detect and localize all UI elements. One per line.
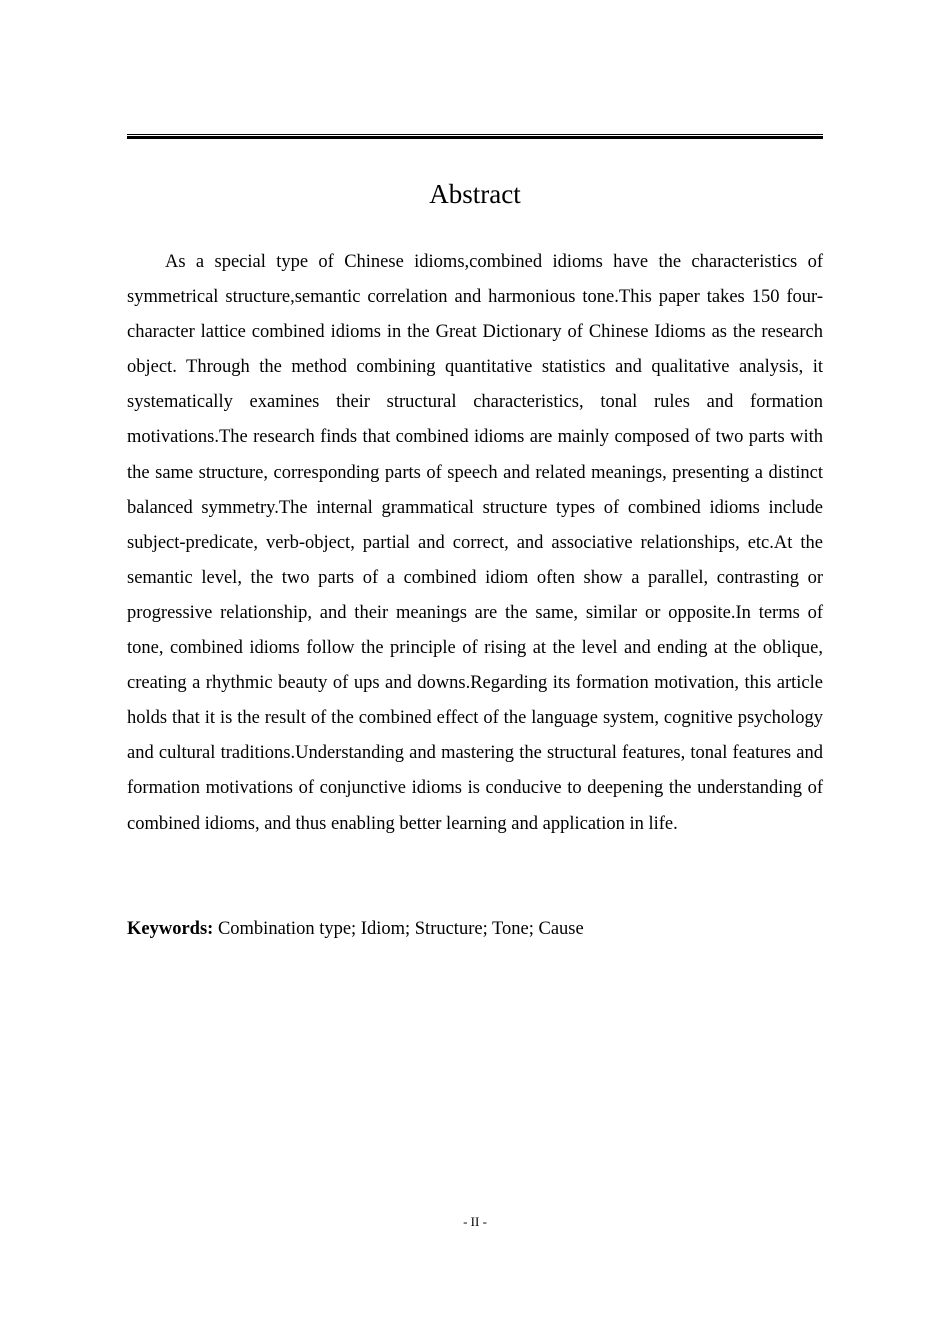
abstract-paragraph: As a special type of Chinese idioms,combined idioms have the characteristics of symmetrical structure,semantic correlation and harmonious tone.This paper takes 150 four-character lattice combined idioms in the Great Dictionary of Chinese Idioms as the research object. Through the method combining quantitative statistics and qualitative analysis, it systematically examines their structural characteristics, tonal rules and formation motivations.The research finds that combined idioms are mainly composed of two parts with the same structure, corresponding parts of speech and related meanings, presenting a distinct balanced symmetry.The internal grammatical structure types of combined idioms include subject-predicate, verb-object, partial and correct, and associative relationships, etc.At the semantic level, the two parts of a combined idiom often show a parallel, contrasting or progressive relationship, and their meanings are the same, similar or opposite.In terms of tone, combined idioms follow the principle of rising at the level and ending at the oblique, creating a rhythmic beauty of ups and downs.Regarding its formation motivation, this article holds that it is the result of the combined effect of the language system, cognitive psychology and cultural traditions.Understanding and mastering the structural features, tonal features and formation motivations of conjunctive idioms is conducive to deepening the understanding of combined idioms, and thus enabling better learning and application in life. xyxy=(127,252,823,834)
abstract-title: Abstract xyxy=(429,179,521,209)
page-number: - II - xyxy=(463,1214,487,1229)
keywords-line xyxy=(127,912,823,947)
header-double-rule xyxy=(127,134,823,139)
keywords-label: Keywords: xyxy=(127,919,214,939)
keywords-text: Combination type; Idiom; Structure; Tone; Cause xyxy=(217,919,584,939)
